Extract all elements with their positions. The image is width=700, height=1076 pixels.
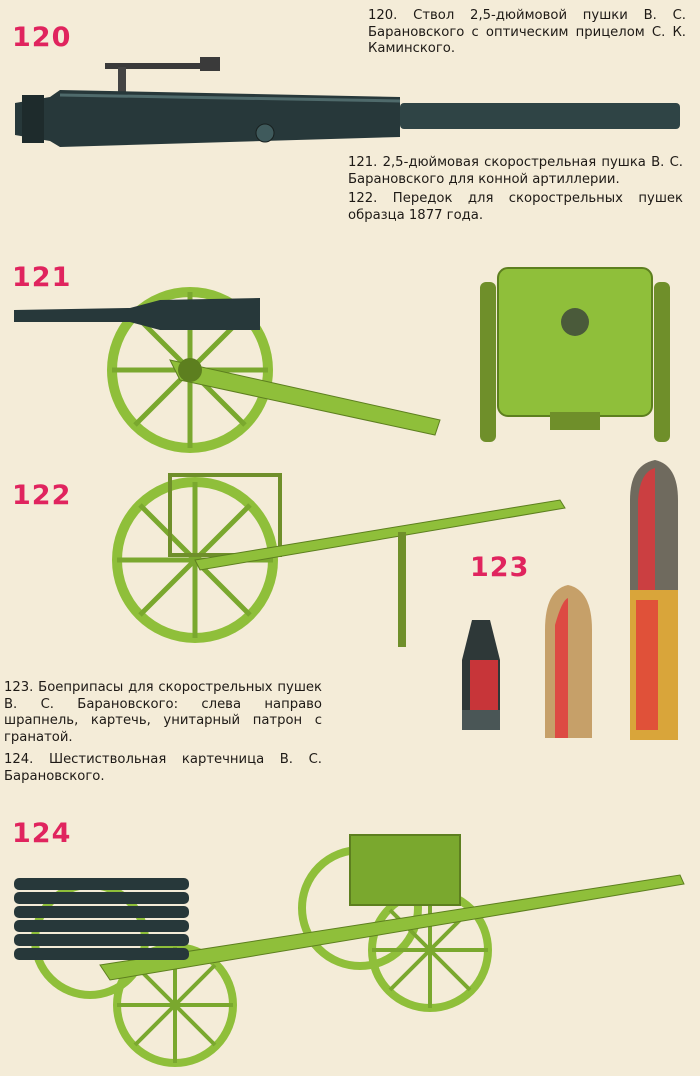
caption-121-122 [348,155,683,227]
figure-number-124: 124 [12,818,72,849]
shrapnel-shell [462,620,500,730]
six-barrel-gun-illustration [0,830,700,1070]
barrel-illustration [0,55,700,165]
canister-shot [545,585,592,738]
caption-121-text: 121. 2,5-дюймовая скорострельная пушка В. С. Барановского для конной артиллерии. [348,155,683,187]
figure-number-120: 120 [12,22,72,53]
figure-number-122: 122 [12,480,72,511]
caption-122-text: 122. Передок для скорострельных пушек образца 1877 года. [348,191,683,223]
ammunition-illustration [450,460,690,750]
unitary-cartridge [630,460,678,740]
figure-number-121: 121 [12,262,72,293]
caption-120-text: 120. Ствол 2,5-дюймовой пушки В. С. Барановского с оптическим прицелом С. К. Каминского. [368,8,686,56]
caption-124-text: 124. Шестиствольная картечница В. С. Барановского. [4,752,322,784]
figure-number-123: 123 [470,552,530,583]
horse-artillery-gun-illustration [0,270,470,450]
caption-123-124 [4,680,322,788]
caption-120 [368,8,686,61]
limber-front-view-illustration [470,262,680,442]
caption-123-text: 123. Боеприпасы для скорострельных пушек В. С. Барановского: слева направо шрапнель, картечь, унитарный патрон с гранатой. [4,680,322,745]
